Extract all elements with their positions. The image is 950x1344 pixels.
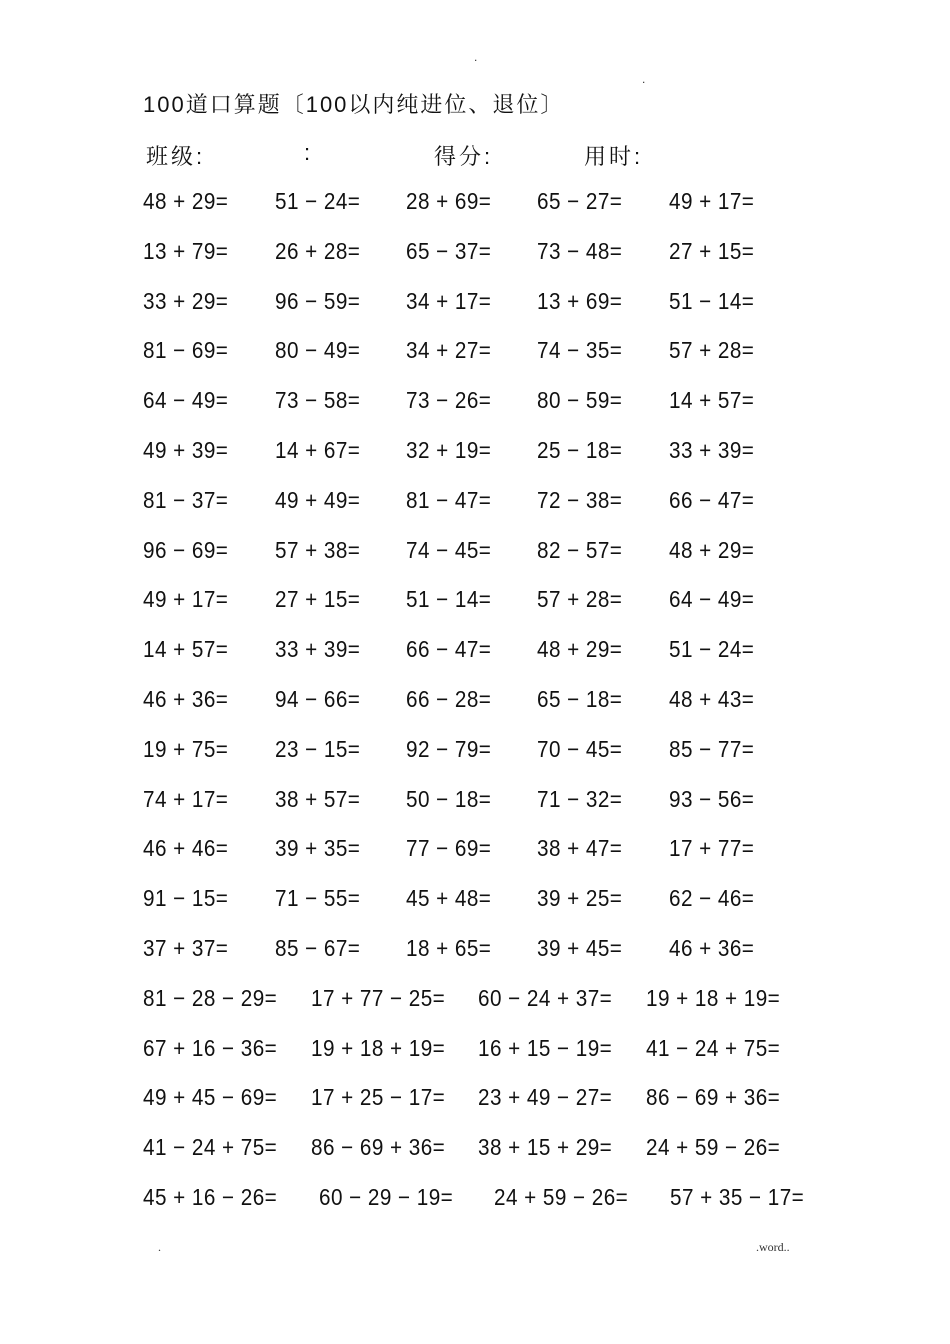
problem-cell: 94 − 66=	[275, 686, 361, 712]
problem-cell: 39 + 45=	[537, 935, 623, 961]
problem-cell: 72 − 38=	[537, 487, 623, 513]
header-dot: .	[474, 50, 478, 64]
problem-cell: 32 + 19=	[406, 437, 492, 463]
problem-row	[0, 1084, 950, 1114]
problem-cell: 33 + 39=	[669, 437, 755, 463]
problem-cell: 24 + 59 − 26=	[494, 1184, 629, 1210]
footer-watermark: .word..	[756, 1240, 790, 1254]
problem-cell: 46 + 46=	[143, 835, 229, 861]
problem-cell: 93 − 56=	[669, 786, 755, 812]
problem-cell: 80 − 49=	[275, 337, 361, 363]
problem-cell: 19 + 18 + 19=	[311, 1035, 446, 1061]
problem-cell: 46 + 36=	[669, 935, 755, 961]
problem-cell: 60 − 24 + 37=	[478, 985, 613, 1011]
problem-cell: 34 + 27=	[406, 337, 492, 363]
problem-row	[0, 487, 950, 517]
problem-cell: 57 + 28=	[669, 337, 755, 363]
problem-cell: 49 + 49=	[275, 487, 361, 513]
problem-row	[0, 288, 950, 318]
problem-cell: 18 + 65=	[406, 935, 492, 961]
problem-cell: 86 − 69 + 36=	[646, 1084, 781, 1110]
score-label: 得分:	[434, 144, 494, 169]
problem-cell: 19 + 75=	[143, 736, 229, 762]
problem-row	[0, 935, 950, 965]
problem-cell: 51 − 14=	[669, 288, 755, 314]
problem-cell: 71 − 55=	[275, 885, 361, 911]
problem-cell: 80 − 59=	[537, 387, 623, 413]
problem-cell: 37 + 37=	[143, 935, 229, 961]
problem-cell: 48 + 29=	[143, 188, 229, 214]
problem-row	[0, 736, 950, 766]
problem-cell: 49 + 17=	[669, 188, 755, 214]
problem-row	[0, 387, 950, 417]
problem-cell: 81 − 37=	[143, 487, 229, 513]
problem-row	[0, 636, 950, 666]
problem-cell: 92 − 79=	[406, 736, 492, 762]
problem-cell: 48 + 29=	[537, 636, 623, 662]
problem-cell: 57 + 28=	[537, 586, 623, 612]
problem-cell: 14 + 57=	[669, 387, 755, 413]
problem-cell: 46 + 36=	[143, 686, 229, 712]
problem-cell: 45 + 48=	[406, 885, 492, 911]
problem-cell: 33 + 29=	[143, 288, 229, 314]
problem-cell: 33 + 39=	[275, 636, 361, 662]
problem-row	[0, 437, 950, 467]
problem-cell: 73 − 48=	[537, 238, 623, 264]
problem-cell: 48 + 43=	[669, 686, 755, 712]
problem-cell: 26 + 28=	[275, 238, 361, 264]
problem-cell: 81 − 28 − 29=	[143, 985, 278, 1011]
problem-row	[0, 885, 950, 915]
problem-cell: 39 + 35=	[275, 835, 361, 861]
problem-cell: 57 + 38=	[275, 537, 361, 563]
problem-cell: 65 − 27=	[537, 188, 623, 214]
problem-cell: 23 − 15=	[275, 736, 361, 762]
problem-cell: 19 + 18 + 19=	[646, 985, 781, 1011]
problem-row	[0, 1035, 950, 1065]
worksheet-title: 100道口算题〔100以内纯进位、退位〕	[143, 92, 565, 117]
problem-cell: 65 − 18=	[537, 686, 623, 712]
problem-cell: 17 + 25 − 17=	[311, 1084, 446, 1110]
problem-cell: 74 + 17=	[143, 786, 229, 812]
problem-row	[0, 337, 950, 367]
problem-cell: 86 − 69 + 36=	[311, 1134, 446, 1160]
problem-row	[0, 537, 950, 567]
problem-cell: 38 + 57=	[275, 786, 361, 812]
problem-cell: 67 + 16 − 36=	[143, 1035, 278, 1061]
problem-cell: 17 + 77=	[669, 835, 755, 861]
problem-cell: 85 − 77=	[669, 736, 755, 762]
problem-row	[0, 786, 950, 816]
problem-row	[0, 238, 950, 268]
problem-cell: 73 − 26=	[406, 387, 492, 413]
name-label: :	[304, 140, 314, 165]
problem-cell: 41 − 24 + 75=	[143, 1134, 278, 1160]
problem-cell: 96 − 59=	[275, 288, 361, 314]
problem-cell: 34 + 17=	[406, 288, 492, 314]
class-label: 班级:	[146, 144, 206, 169]
problem-cell: 14 + 57=	[143, 636, 229, 662]
problem-cell: 41 − 24 + 75=	[646, 1035, 781, 1061]
problem-cell: 71 − 32=	[537, 786, 623, 812]
problem-cell: 57 + 35 − 17=	[670, 1184, 805, 1210]
problem-cell: 50 − 18=	[406, 786, 492, 812]
problem-cell: 66 − 28=	[406, 686, 492, 712]
problem-cell: 91 − 15=	[143, 885, 229, 911]
problem-row	[0, 188, 950, 218]
problem-row	[0, 1184, 950, 1214]
problem-cell: 82 − 57=	[537, 537, 623, 563]
problem-cell: 51 − 14=	[406, 586, 492, 612]
problem-cell: 39 + 25=	[537, 885, 623, 911]
problem-cell: 17 + 77 − 25=	[311, 985, 446, 1011]
problem-cell: 27 + 15=	[275, 586, 361, 612]
problem-cell: 13 + 79=	[143, 238, 229, 264]
problem-cell: 66 − 47=	[406, 636, 492, 662]
problem-row	[0, 586, 950, 616]
problem-cell: 64 − 49=	[143, 387, 229, 413]
problem-cell: 28 + 69=	[406, 188, 492, 214]
problem-cell: 62 − 46=	[669, 885, 755, 911]
problem-cell: 45 + 16 − 26=	[143, 1184, 278, 1210]
problem-cell: 49 + 39=	[143, 437, 229, 463]
problem-cell: 48 + 29=	[669, 537, 755, 563]
problem-row	[0, 686, 950, 716]
problem-cell: 23 + 49 − 27=	[478, 1084, 613, 1110]
problem-cell: 74 − 35=	[537, 337, 623, 363]
problem-cell: 49 + 17=	[143, 586, 229, 612]
problem-cell: 64 − 49=	[669, 586, 755, 612]
problem-cell: 51 − 24=	[275, 188, 361, 214]
problem-cell: 14 + 67=	[275, 437, 361, 463]
problem-cell: 51 − 24=	[669, 636, 755, 662]
problem-cell: 81 − 69=	[143, 337, 229, 363]
problem-cell: 38 + 47=	[537, 835, 623, 861]
problem-cell: 27 + 15=	[669, 238, 755, 264]
problem-cell: 60 − 29 − 19=	[319, 1184, 454, 1210]
problem-row	[0, 835, 950, 865]
problem-cell: 38 + 15 + 29=	[478, 1134, 613, 1160]
footer-dot: .	[158, 1240, 161, 1254]
problem-cell: 73 − 58=	[275, 387, 361, 413]
problem-cell: 13 + 69=	[537, 288, 623, 314]
problem-row	[0, 1134, 950, 1164]
problem-cell: 74 − 45=	[406, 537, 492, 563]
problem-cell: 77 − 69=	[406, 835, 492, 861]
problem-cell: 85 − 67=	[275, 935, 361, 961]
problem-cell: 25 − 18=	[537, 437, 623, 463]
problem-cell: 66 − 47=	[669, 487, 755, 513]
problem-cell: 16 + 15 − 19=	[478, 1035, 613, 1061]
problem-cell: 49 + 45 − 69=	[143, 1084, 278, 1110]
problem-cell: 65 − 37=	[406, 238, 492, 264]
problem-cell: 70 − 45=	[537, 736, 623, 762]
problem-row	[0, 985, 950, 1015]
header-dot: .	[642, 72, 646, 86]
time-label: 用时:	[584, 144, 644, 169]
problem-cell: 96 − 69=	[143, 537, 229, 563]
problem-cell: 81 − 47=	[406, 487, 492, 513]
problem-cell: 24 + 59 − 26=	[646, 1134, 781, 1160]
